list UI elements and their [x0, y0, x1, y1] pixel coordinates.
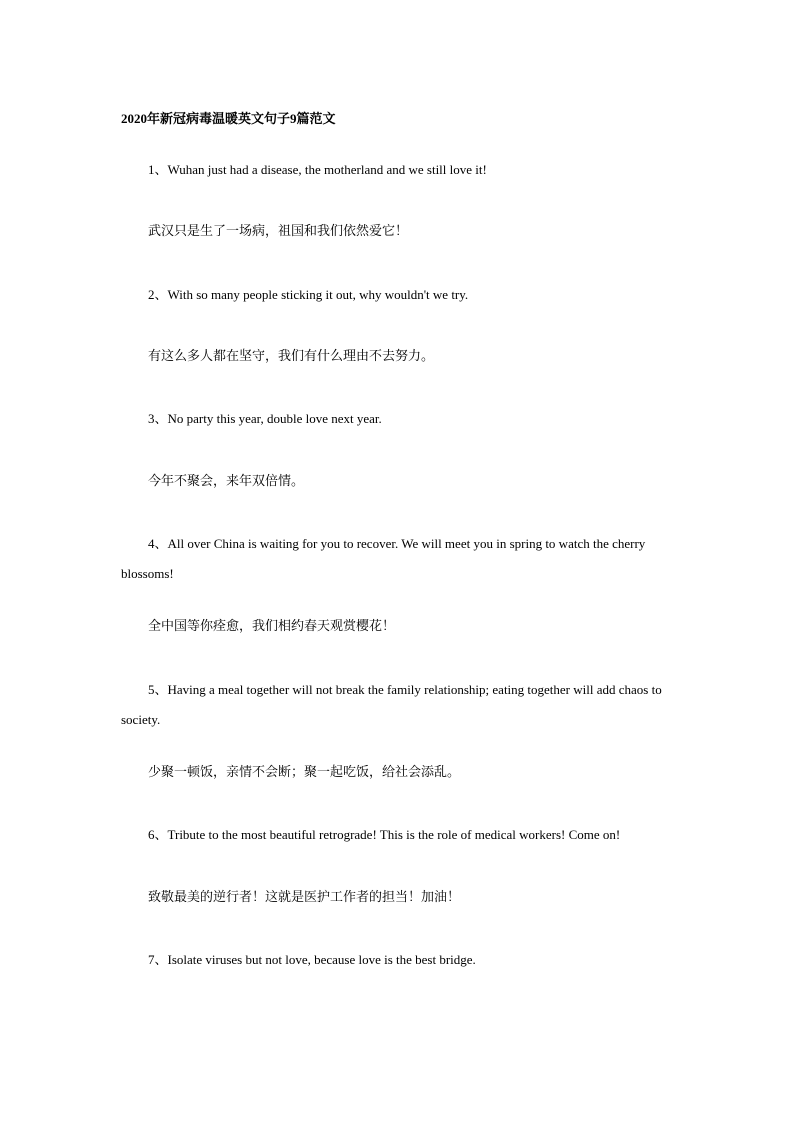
sentence-4-english: 4、All over China is waiting for you to recover. We will meet you in spring to watch the cherry blossoms!: [121, 536, 646, 581]
sentence-4-chinese: 全中国等你痊愈，我们相约春天观赏樱花！: [148, 619, 396, 634]
sentence-7-english: 7、Isolate viruses but not love, because love is the best bridge.: [148, 952, 476, 967]
sentence-6-english: 6、Tribute to the most beautiful retrograde! This is the role of medical workers! Come on!: [148, 827, 621, 842]
sentence-3-chinese: 今年不聚会，来年双倍情。: [148, 474, 305, 489]
sentence-2-english: 2、With so many people sticking it out, why wouldn't we try.: [148, 287, 469, 302]
sentence-5-chinese: 少聚一顿饭，亲情不会断；聚一起吃饭，给社会添乱。: [148, 765, 461, 780]
sentence-1-chinese: 武汉只是生了一场病，祖国和我们依然爱它！: [148, 224, 409, 239]
sentence-5-english: 5、Having a meal together will not break the family relationship; eating together will add chaos to society.: [121, 682, 662, 727]
sentence-3-english: 3、No party this year, double love next year.: [148, 411, 382, 426]
sentence-6-chinese: 致敬最美的逆行者！这就是医护工作者的担当！加油！: [148, 890, 461, 905]
sentence-2-chinese: 有这么多人都在坚守，我们有什么理由不去努力。: [148, 349, 435, 364]
sentence-1-english: 1、Wuhan just had a disease, the motherland and we still love it!: [148, 162, 487, 177]
document-title: 2020年新冠病毒温暖英文句子9篇范文: [121, 111, 336, 126]
